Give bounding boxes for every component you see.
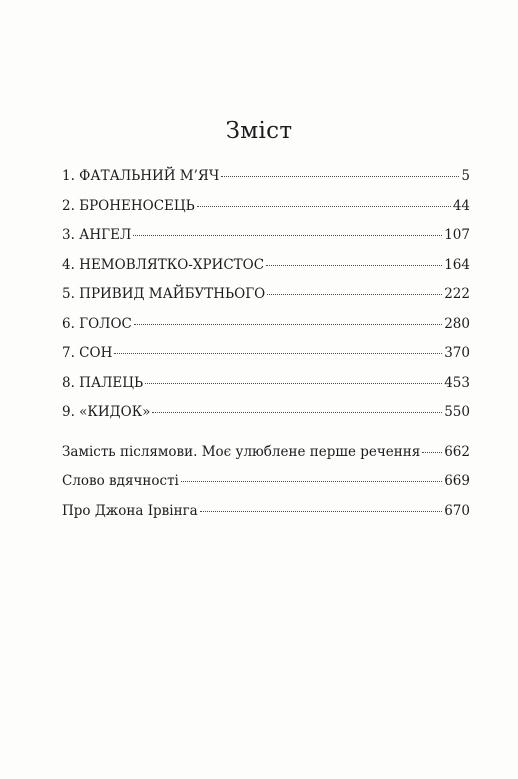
toc-entry-chapter-7	[62, 345, 470, 375]
dot-leader	[267, 293, 442, 295]
toc-entry-page: 107	[444, 227, 470, 243]
toc-entry-title: 6. ГОЛОС	[62, 315, 132, 332]
dot-leader	[181, 480, 442, 482]
toc-entry-title: 7. СОН	[62, 345, 113, 361]
dot-leader	[145, 382, 442, 384]
toc-entry-title: 8. ПАЛЕЦЬ	[62, 374, 144, 391]
toc-entry-chapter-6	[62, 316, 470, 346]
toc-entry-page: 669	[444, 473, 470, 489]
dot-leader	[266, 264, 442, 266]
table-of-contents	[62, 168, 470, 532]
dot-leader	[152, 411, 442, 413]
dot-leader	[114, 352, 442, 354]
dot-leader	[221, 175, 459, 177]
dot-leader	[133, 234, 442, 236]
toc-entry-chapter-9	[62, 404, 470, 434]
toc-entry-chapter-3	[62, 227, 470, 257]
toc-entry-page: 550	[444, 404, 470, 420]
toc-entry-title: Слово вдячності	[62, 473, 179, 489]
toc-entry-chapter-1	[62, 168, 470, 198]
toc-entry-chapter-2	[62, 198, 470, 228]
toc-entry-chapter-4	[62, 257, 470, 287]
toc-entry-title: Замість післямови. Моє улюблене перше речення	[62, 443, 421, 460]
toc-entry-chapter-5	[62, 286, 470, 316]
toc-entry-page: 5	[461, 168, 470, 184]
page-title: Зміст	[225, 118, 293, 144]
toc-entry-title: Про Джона Ірвінга	[62, 502, 198, 519]
dot-leader	[200, 510, 443, 512]
section-spacer	[62, 434, 470, 444]
dot-leader	[134, 323, 442, 325]
toc-entry-title: 9. «КИДОК»	[62, 404, 151, 420]
toc-entry-page: 44	[452, 197, 470, 214]
toc-entry-page: 662	[444, 443, 470, 460]
toc-entry-page: 453	[444, 374, 470, 391]
dot-leader	[422, 451, 442, 453]
toc-entry-title: 1. ФАТАЛЬНИЙ М’ЯЧ	[62, 168, 220, 184]
toc-entry-page: 670	[444, 502, 470, 519]
toc-entry-chapter-8	[62, 375, 470, 405]
toc-entry-title: 3. АНГЕЛ	[62, 227, 132, 243]
dot-leader	[197, 205, 451, 207]
toc-entry-page: 222	[444, 286, 470, 302]
toc-entry-page: 280	[444, 315, 470, 332]
toc-entry-page: 164	[444, 256, 470, 273]
toc-entry-page: 370	[444, 345, 470, 361]
toc-entry-about-author	[62, 503, 470, 533]
toc-entry-title: 4. НЕМОВЛЯТКО-ХРИСТОС	[62, 256, 265, 273]
toc-entry-afterword	[62, 444, 470, 474]
toc-entry-acknowledgements	[62, 473, 470, 503]
toc-entry-title: 5. ПРИВИД МАЙБУТНЬОГО	[62, 286, 266, 302]
toc-entry-title: 2. БРОНЕНОСЕЦЬ	[62, 197, 195, 214]
